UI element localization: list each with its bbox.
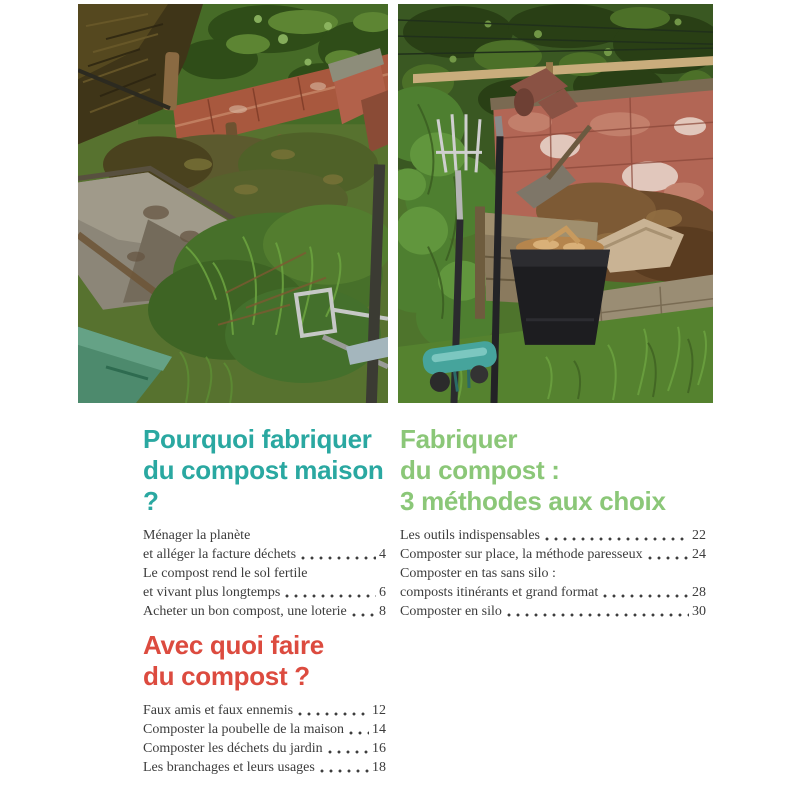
toc-entry [400, 526, 706, 545]
photo-garden-tools [398, 4, 713, 403]
toc-entry [400, 583, 706, 602]
photo-compost-heap [78, 4, 388, 403]
toc-entry-label: Composter sur place, la méthode paresseux [400, 547, 643, 562]
toc-entry-page: 6 [379, 585, 386, 600]
toc-entry [143, 545, 386, 564]
dot-leader [283, 593, 376, 599]
dot-leader [601, 593, 689, 599]
section-title-line: Fabriquer [400, 424, 518, 454]
toc-entry-page: 16 [372, 741, 386, 756]
toc-entry-label: Faux amis et faux ennemis [143, 703, 294, 718]
toc-entry [400, 602, 706, 621]
dot-leader [318, 768, 369, 774]
toc-entry-label: et alléger la facture déchets [143, 547, 297, 562]
compost-heap-illustration [78, 4, 388, 403]
toc-list-avec-quoi [143, 701, 386, 777]
toc-entry [143, 701, 386, 720]
section-title-line: Avec quoi faire [143, 630, 324, 660]
toc-entry [143, 602, 386, 621]
toc-entry-label: Les outils indispensables [400, 528, 540, 543]
garden-tools-illustration [398, 4, 713, 403]
toc-entry-label: Ménager la planète [143, 528, 251, 543]
toc-entry-page: 12 [372, 703, 386, 718]
section-title-pourquoi [143, 424, 386, 517]
toc-list-fabriquer [400, 526, 706, 621]
dot-leader [505, 612, 689, 618]
toc-entry-page: 30 [692, 604, 706, 619]
toc-entry-page: 18 [372, 760, 386, 775]
toc-entry-label: Le compost rend le sol fertile [143, 566, 308, 581]
toc-entry [143, 758, 386, 777]
toc-entry-page: 28 [692, 585, 706, 600]
toc-column-left [143, 424, 386, 777]
toc-entry-label: Composter en tas sans silo : [400, 566, 556, 581]
dot-leader [543, 536, 689, 542]
toc-list-pourquoi [143, 526, 386, 621]
toc-entry [143, 526, 386, 545]
section-title-line: 3 méthodes aux choix [400, 486, 666, 516]
toc-entry-label: composts itinérants et grand format [400, 585, 599, 600]
toc-entry-label: Composter les déchets du jardin [143, 741, 323, 756]
toc-entry-label: Composter la poubelle de la maison [143, 722, 345, 737]
section-title-line: du compost ? [143, 661, 310, 691]
toc-entry-page: 14 [372, 722, 386, 737]
toc-entry-label: Les branchages et leurs usages [143, 760, 315, 775]
toc-entry [143, 564, 386, 583]
section-title-fabriquer [400, 424, 706, 517]
dot-leader [326, 749, 369, 755]
section-title-line: du compost : [400, 455, 560, 485]
section-title-line: du compost maison ? [143, 455, 384, 516]
toc-entry [143, 720, 386, 739]
toc-entry-page: 4 [379, 547, 386, 562]
dot-leader [296, 711, 369, 717]
toc-entry-page: 22 [692, 528, 706, 543]
toc-column-right [400, 424, 706, 621]
toc-entry-label: et vivant plus longtemps [143, 585, 281, 600]
toc-entry-page: 8 [379, 604, 386, 619]
dot-leader [347, 730, 369, 736]
toc-entry [400, 564, 706, 583]
toc-entry [143, 739, 386, 758]
toc-entry-label: Acheter un bon compost, une loterie [143, 604, 347, 619]
toc-entry [143, 583, 386, 602]
dot-leader [646, 555, 689, 561]
toc-entry-page: 24 [692, 547, 706, 562]
toc-entry [400, 545, 706, 564]
dot-leader [299, 555, 376, 561]
section-title-line: Pourquoi fabriquer [143, 424, 372, 454]
dot-leader [350, 612, 376, 618]
toc-entry-label: Composter en silo [400, 604, 502, 619]
section-title-avec-quoi [143, 630, 386, 692]
